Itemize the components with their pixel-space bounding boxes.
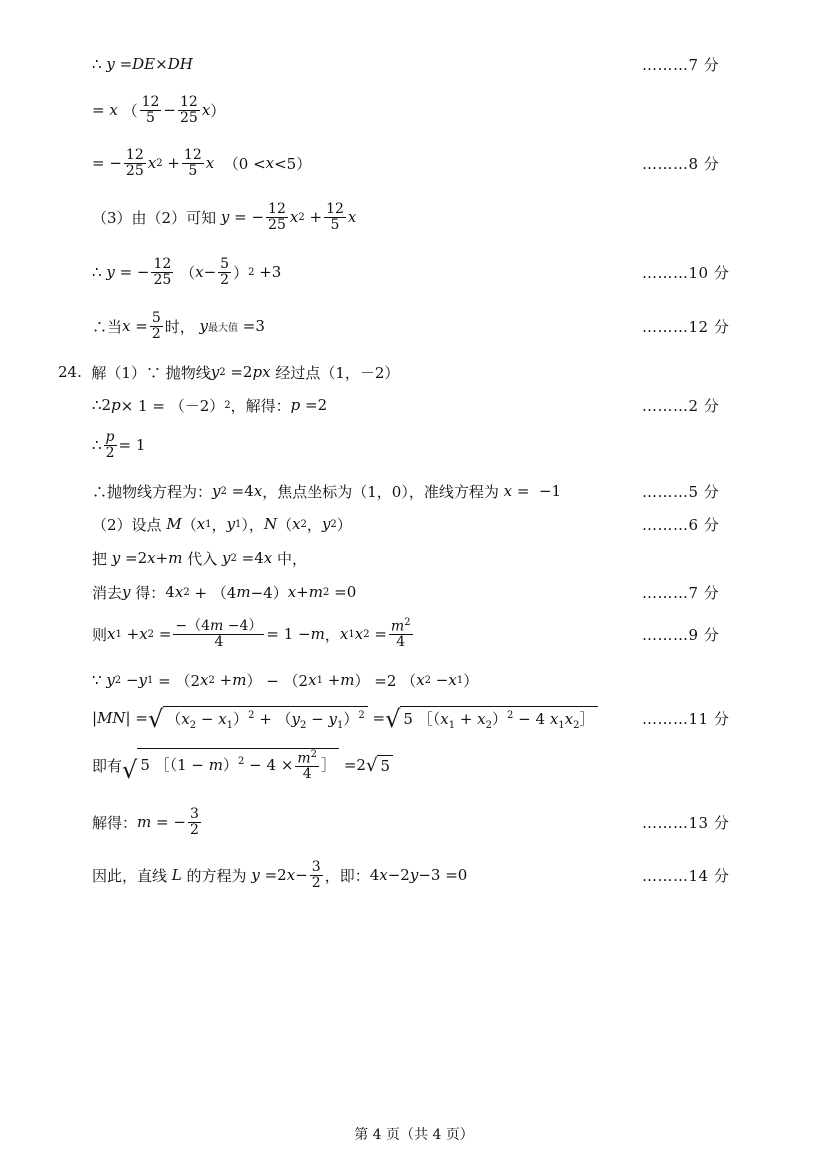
score-mark: ………14 分 — [642, 866, 730, 885]
solution-line — [0, 698, 828, 738]
solution-line — [0, 802, 828, 842]
text-run: 解得： — [92, 813, 138, 832]
score-mark: ………13 分 — [642, 813, 730, 832]
page-footer: 第 4 页（共 4 页） — [354, 1127, 474, 1143]
math-expression: 则 x 1 + x 2 = $\frac{-(4m -4)}{4}$ = 1 − m ， x 1 x 2 = $\frac{m^2}{4}$ — [92, 616, 411, 651]
solution-line — [0, 143, 828, 183]
math-expression: = − $\frac{12}{25}$ x 2 + $\frac{12}{5}$ x （0 < x <5） — [92, 146, 312, 179]
text-run: 把 — [92, 549, 108, 568]
score-mark: ………12 分 — [642, 317, 730, 336]
solution-line — [0, 745, 828, 785]
math-expression: 24. 解（1）∵ 抛物线 y 2 =2 px 经过点（1，－2） — [58, 363, 400, 382]
math-expression: 解得： m = − $\frac{3}{2}$ — [92, 805, 199, 838]
solution-line — [0, 197, 828, 237]
math-expression: ∵ y 2 − y 1 = （2 x 2 + m ） − （2 x 1 + m ） =2 （ x 2 − x 1 ） — [92, 671, 479, 690]
math-expression: 因此，直线 L 的方程为 y =2 x − $\frac{3}{2}$ ，即： 4 x −2 y −3 =0 — [92, 858, 468, 891]
score-mark: ………7 分 — [642, 583, 720, 602]
text-run: ∴当 — [92, 317, 123, 336]
solution-line — [0, 306, 828, 346]
math-expression: ∴抛物线方程为： y 2 =4 x ，焦点坐标为（1，0），准线方程为 x = −1 — [92, 482, 562, 501]
math-expression: ∴ $\frac{p}{2}$ = 1 — [92, 428, 146, 461]
text-run: （2）设点 — [92, 515, 162, 534]
math-expression: （2）设点 M （ x 1 ， y 1 ）， N （ x 2 ， y 2 ） — [92, 515, 352, 534]
text-run: ，即： — [324, 866, 370, 885]
solution-line — [0, 614, 828, 654]
text-run: ∴抛物线方程为： — [92, 482, 213, 501]
score-mark: ………7 分 — [642, 55, 720, 74]
solution-line — [0, 425, 828, 465]
math-expression: ∴ y = − $\frac{12}{25}$ （ x − $\frac{5}{2}$ ） 2 +3 — [92, 255, 282, 288]
text-run: ，解得： — [230, 396, 291, 415]
score-mark: ………11 分 — [642, 709, 730, 728]
math-expression: 即有 √ 5 ［（1 − m）$^2$ − 4 × $\frac{m^2}{4}$ ］ =2 √ 5 — [92, 745, 393, 785]
math-expression: （3）由（2）可知 y = − $\frac{12}{25}$ x 2 + $\frac{12}{5}$ x — [92, 200, 357, 233]
solution-line — [0, 90, 828, 130]
math-expression: 把 y =2 x + m 代入 y 2 =4 x 中， — [92, 549, 308, 568]
text-run: 则 — [92, 625, 108, 644]
score-mark: ………9 分 — [642, 625, 720, 644]
text-run: 经过点（1，－2） — [275, 363, 400, 382]
text-run: 最大值 — [208, 322, 239, 334]
text-run: 的方程为 — [186, 866, 247, 885]
text-run: 因此，直线 — [92, 866, 168, 885]
math-expression: ∴ y = DE × DH — [92, 55, 193, 73]
score-mark: ………10 分 — [642, 263, 730, 282]
solution-line — [0, 855, 828, 895]
score-mark: ………2 分 — [642, 396, 720, 415]
text-run: 得： — [135, 583, 166, 602]
problem-number: 24. — [58, 363, 82, 381]
math-expression: ∴2 p × 1 = （－2） 2 ，解得： p =2 — [92, 396, 328, 415]
text-run: 时， — [164, 317, 195, 336]
score-mark: ………8 分 — [642, 154, 720, 173]
solution-line — [0, 252, 828, 292]
text-run: （3）由（2）可知 — [92, 208, 217, 227]
text-run: 解（1）∵ 抛物线 — [91, 363, 211, 382]
solution-line — [0, 385, 828, 425]
text-run: ，焦点坐标为（1，0），准线方程为 — [262, 482, 499, 501]
solution-line — [0, 572, 828, 612]
math-expression: | MN | = √ $(x_2 - x_1)^2 + (y_2 - y_1)^2$ = √ 5 $[(x_1 + x_2)^2 - 4$ $x_1x_2]$ — [92, 698, 598, 738]
solution-line — [0, 44, 828, 84]
text-run: 即有 — [92, 756, 123, 775]
solution-line — [0, 660, 828, 700]
text-run: 消去 — [92, 583, 123, 602]
math-expression: ∴当 x = $\frac{5}{2}$ 时， y 最大值 =3 — [92, 309, 265, 342]
score-mark: ………6 分 — [642, 515, 720, 534]
text-run: 代入 — [187, 549, 218, 568]
score-mark: ………5 分 — [642, 482, 720, 501]
math-expression: = x （ $\frac{12}{5}$ − $\frac{12}{25}$ x ） — [92, 93, 226, 126]
math-expression: 消去 y 得： 4 x 2 + （4 m −4） x + m 2 =0 — [92, 583, 357, 602]
text-run: 中， — [277, 549, 308, 568]
